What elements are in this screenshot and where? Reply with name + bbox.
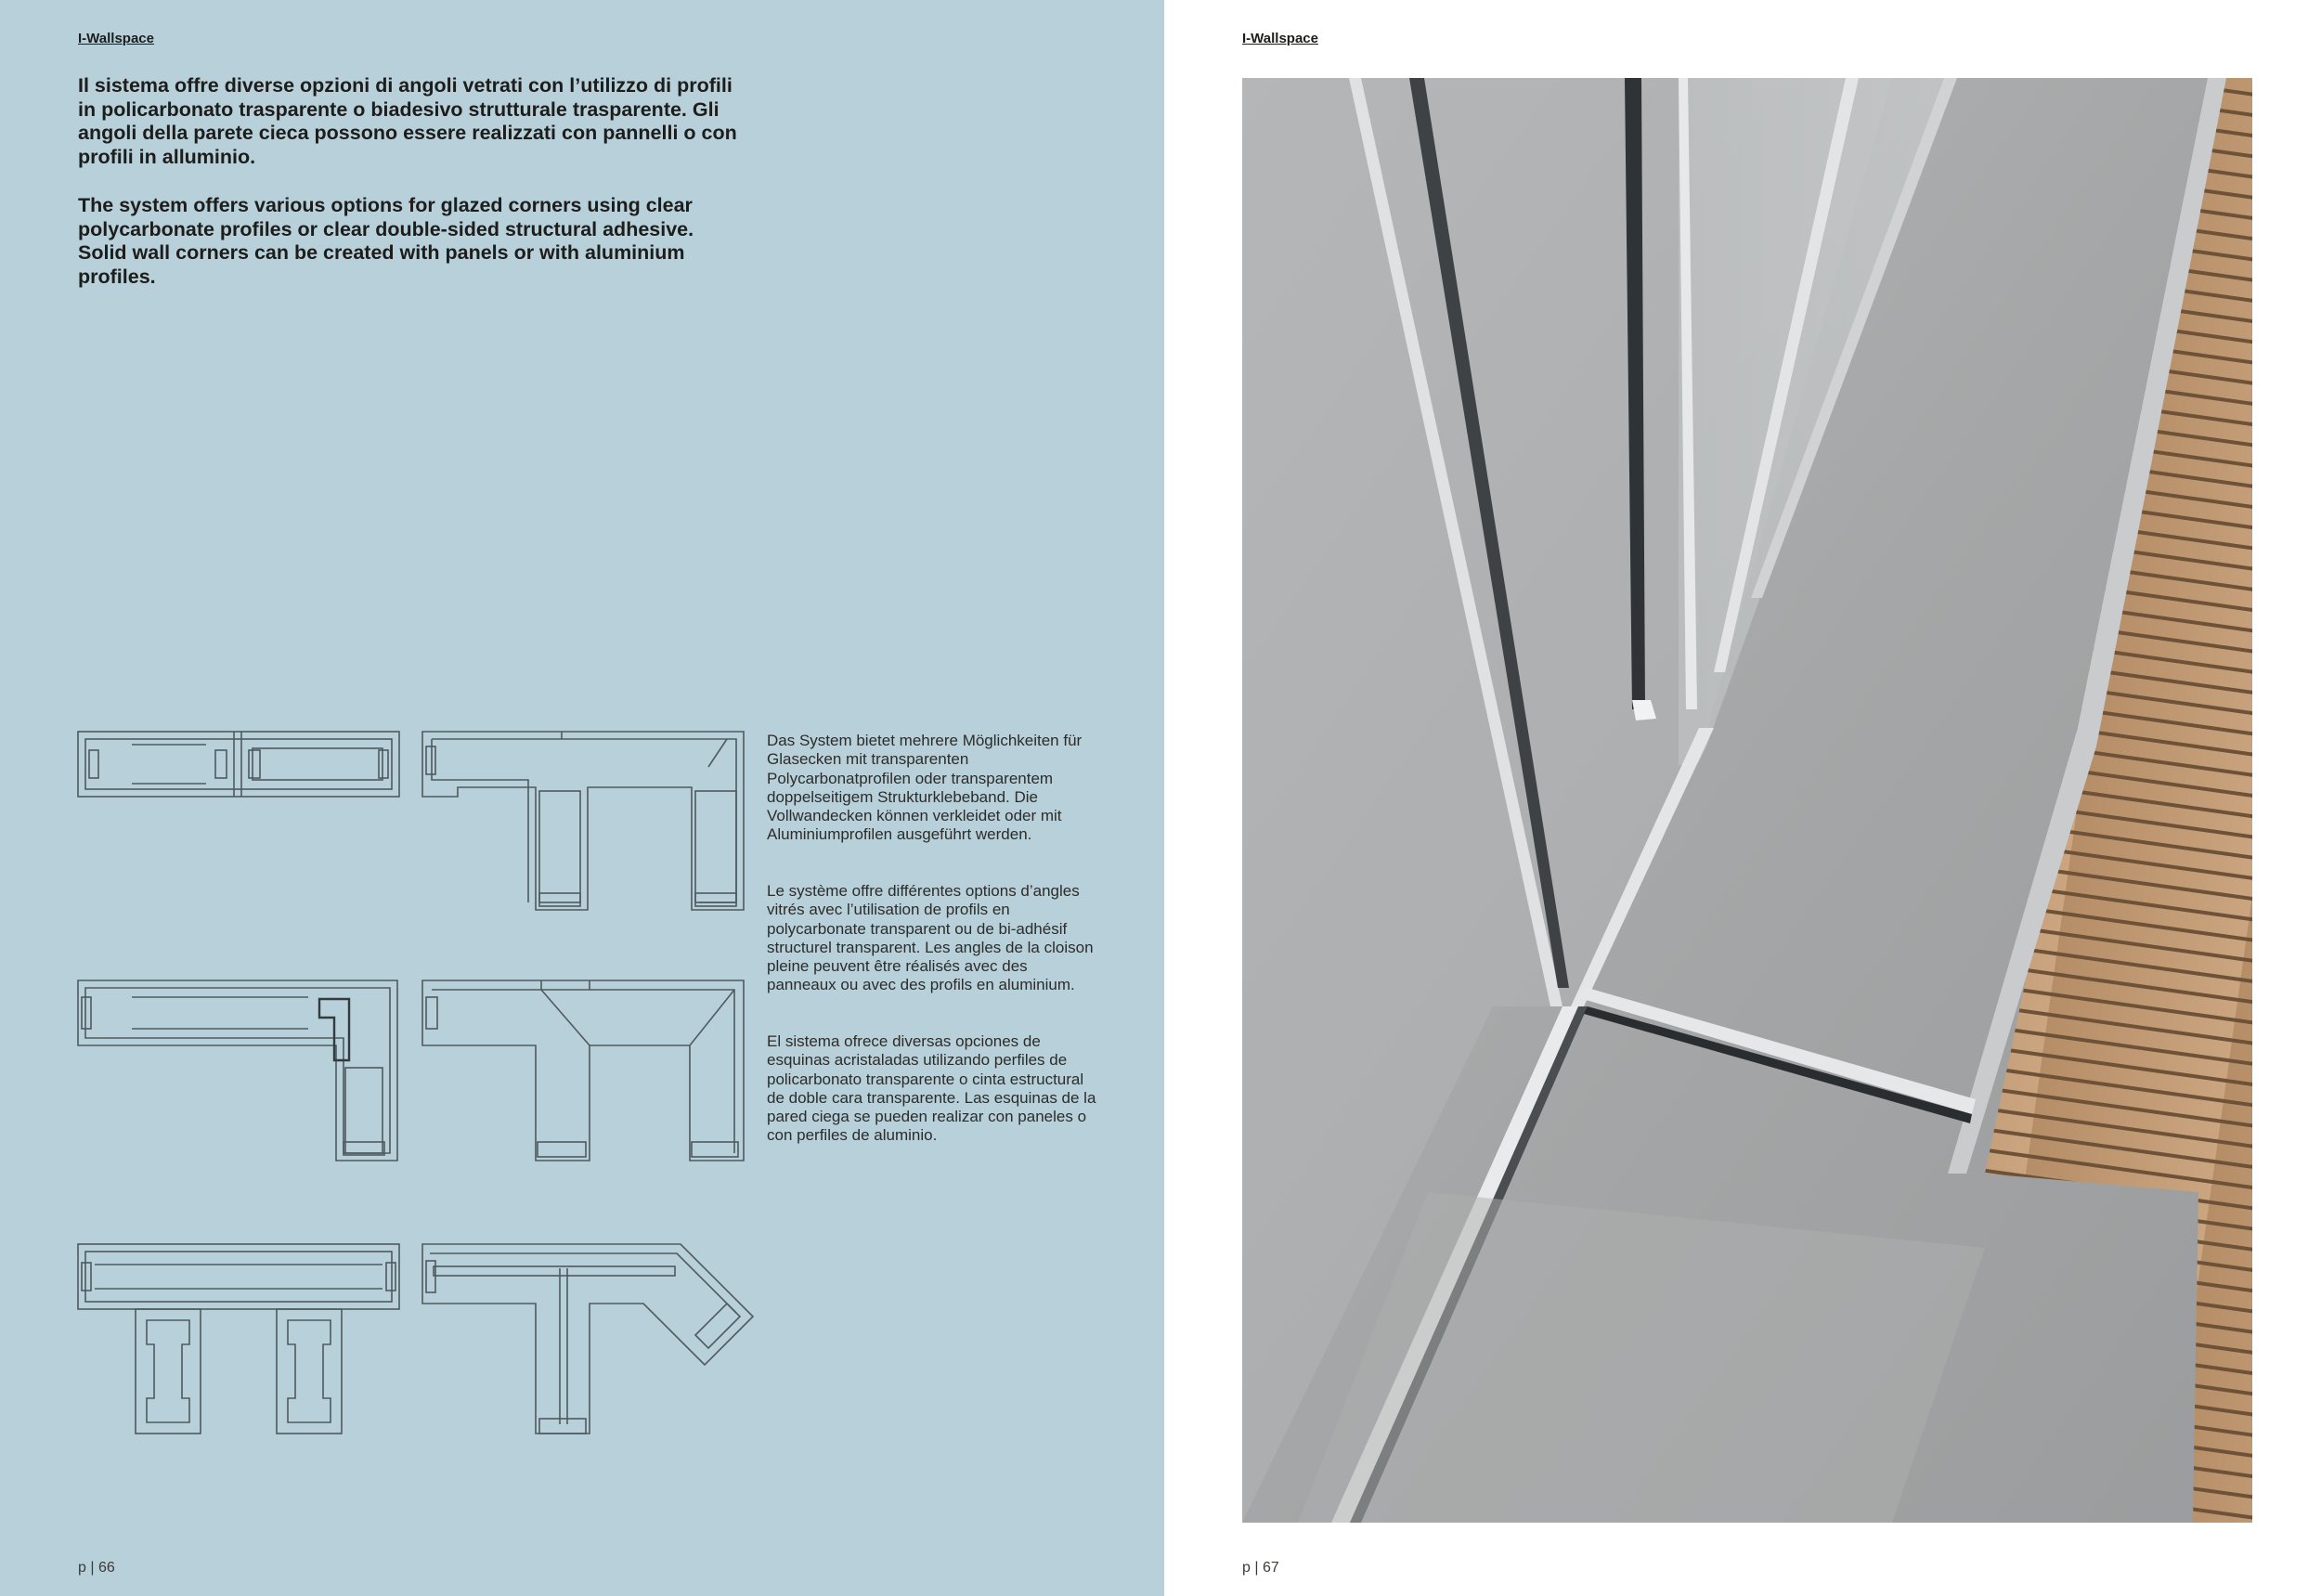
intro-italian: Il sistema offre diverse opzioni di angoli vetrati con l’utilizzo di profili in policarbonato trasparente o biadesivo strutturale trasparente. Gli angoli della parete cieca possono essere realizzati con pannelli o con profili in alluminio. bbox=[78, 74, 737, 168]
corner-diagram-angled bbox=[421, 1242, 755, 1439]
left-page-number: p | 66 bbox=[78, 1560, 115, 1576]
description-french: Le système offre différentes options d’angles vitrés avec l’utilisation de profils en polycarbonate transparent ou de bi-adhésif structurel transparent. Les angles de la cloison pleine peuvent être réalisés avec des panneaux ou avec des profils en aluminium. bbox=[767, 882, 1094, 994]
corner-diagram-double-t bbox=[76, 1242, 401, 1437]
corner-diagram-l-solid bbox=[76, 979, 401, 1164]
right-page-header: I-Wallspace bbox=[1242, 31, 1318, 46]
description-german: Das System bietet mehrere Möglichkeiten für Glasecken mit transparenten Polycarbonatprofilen oder transparentem doppelseitigem Strukturklebeband. Die Vollwandecken können verkleidet oder mit Aluminiumprofilen ausgeführt werden. bbox=[767, 732, 1083, 844]
right-page-number: p | 67 bbox=[1242, 1560, 1279, 1576]
corner-diagram-t-panel bbox=[421, 979, 747, 1164]
glass-wall-corner-photo bbox=[1242, 78, 2252, 1523]
corner-diagram-t-glazed bbox=[421, 730, 747, 912]
description-spanish: El sistema ofrece diversas opciones de esquinas acristaladas utilizando perfiles de policarbonato transparente o cinta estructural de doble cara transparente. Las esquinas de la pared ciega se pueden realizar con paneles o con perfiles de aluminio. bbox=[767, 1032, 1096, 1145]
intro-english: The system offers various options for glazed corners using clear polycarbonate profiles or clear double-sided structural adhesive. Solid wall corners can be created with panels or with aluminium profiles. bbox=[78, 194, 694, 288]
corner-diagram-straight-joint bbox=[76, 730, 401, 798]
left-page-header: I-Wallspace bbox=[78, 31, 154, 46]
